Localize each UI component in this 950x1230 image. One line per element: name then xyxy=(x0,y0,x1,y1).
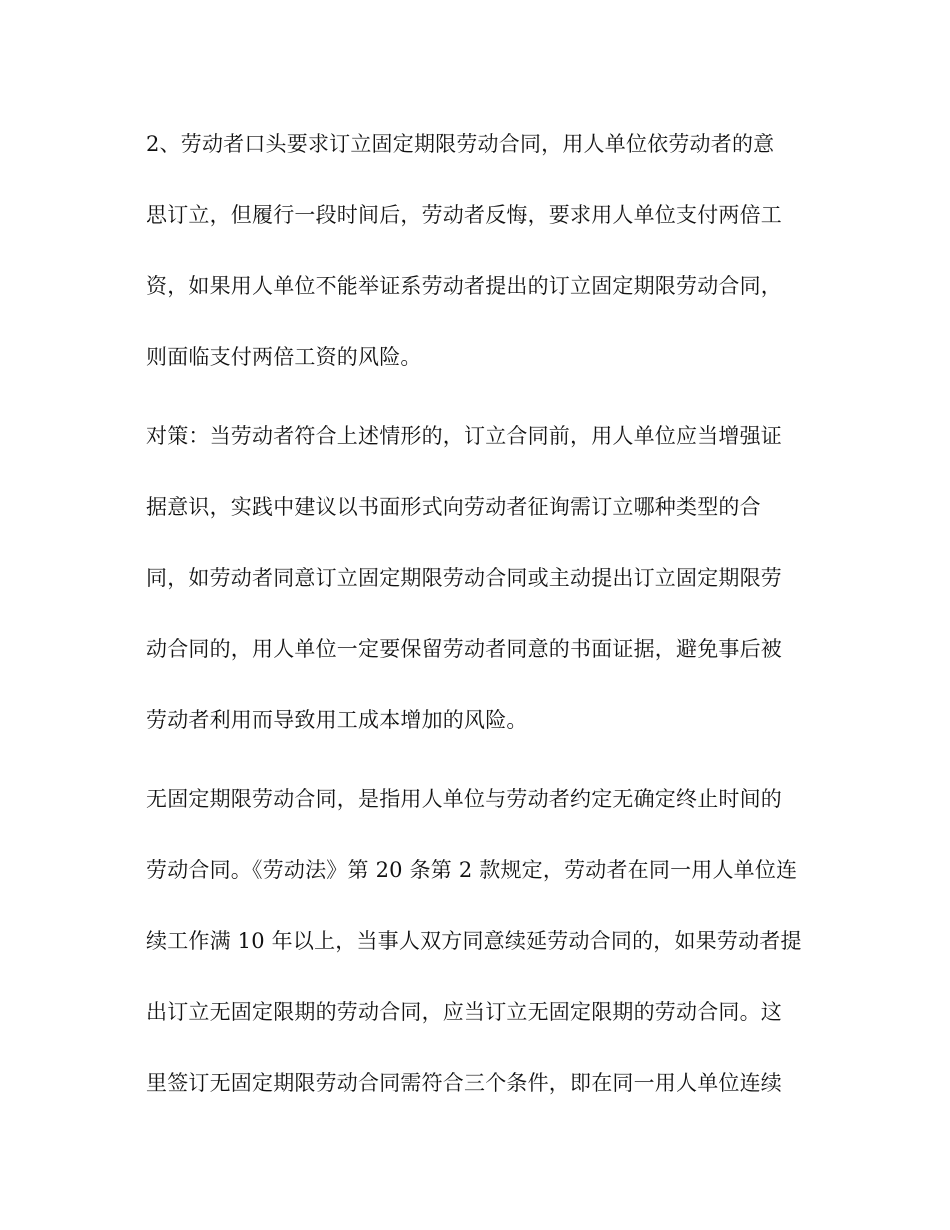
definition-line-5: 里签订无固定期限劳动合同需符合三个条件，即在同一用人单位连续 xyxy=(146,1071,782,1095)
countermeasure-line-5: 劳动者利用而导致用工成本增加的风险。 xyxy=(146,708,528,732)
countermeasure-line-1: 对策：当劳动者符合上述情形的，订立合同前，用人单位应当增强证 xyxy=(146,424,782,448)
paragraph-2-line-3: 资，如果用人单位不能举证系劳动者提出的订立固定期限劳动合同， xyxy=(146,274,782,298)
definition-line-3: 续工作满 10 年以上，当事人双方同意续延劳动合同的，如果劳动者提 xyxy=(146,929,802,953)
definition-line-4: 出订立无固定限期的劳动合同，应当订立无固定限期的劳动合同。这 xyxy=(146,1000,782,1024)
countermeasure-line-3: 同，如劳动者同意订立固定期限劳动合同或主动提出订立固定期限劳 xyxy=(146,566,782,590)
paragraph-2-line-2: 思订立，但履行一段时间后，劳动者反悔，要求用人单位支付两倍工 xyxy=(146,203,782,227)
countermeasure-line-4: 动合同的，用人单位一定要保留劳动者同意的书面证据，避免事后被 xyxy=(146,637,782,661)
countermeasure-line-2: 据意识，实践中建议以书面形式向劳动者征询需订立哪种类型的合 xyxy=(146,495,761,519)
definition-line-1: 无固定期限劳动合同，是指用人单位与劳动者约定无确定终止时间的 xyxy=(146,787,782,811)
paragraph-2-line-1: 2、劳动者口头要求订立固定期限劳动合同，用人单位依劳动者的意 xyxy=(146,132,775,156)
definition-line-2: 劳动合同。《劳动法》第 20 条第 2 款规定，劳动者在同一用人单位连 xyxy=(146,858,798,882)
paragraph-2-line-4: 则面临支付两倍工资的风险。 xyxy=(146,345,422,369)
